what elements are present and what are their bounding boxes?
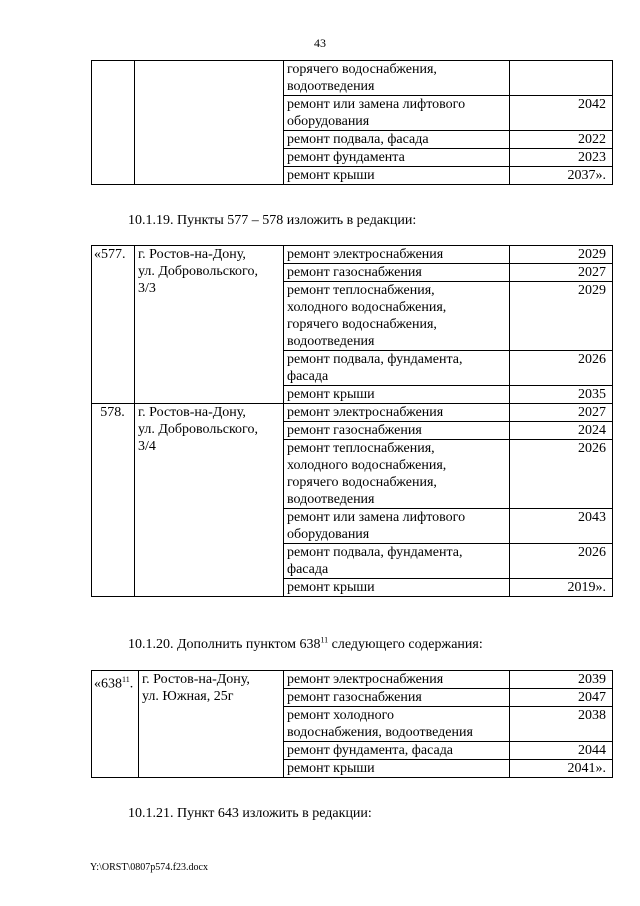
table-items-577-578: [91, 245, 613, 597]
cell-work: [284, 544, 510, 579]
cell-year: [510, 671, 613, 689]
cell-work-text: ремонт электроснабжения: [287, 405, 444, 420]
cell-year-text: 2039: [578, 672, 606, 687]
cell-address-text: г. Ростов-на-Дону, ул. Южная, 25г: [142, 672, 250, 704]
cell-year-text: 2019».: [567, 580, 606, 595]
cell-work-text: ремонт крыши: [287, 168, 375, 183]
cell-item-number: [92, 671, 139, 778]
cell-year: [510, 386, 613, 404]
cell-item-number: [92, 246, 135, 404]
cell-work-text: ремонт теплоснабжения, холодного водоснабжения, горячего водоснабжения, водоотведения: [287, 283, 447, 349]
cell-work: [284, 149, 510, 167]
cell-work-text: ремонт подвала, фундамента, фасада: [287, 352, 463, 384]
cell-year: [510, 544, 613, 579]
paragraph-10-1-21: 10.1.21. Пункт 643 изложить в редакции:: [128, 806, 372, 821]
cell-work-text: ремонт электроснабжения: [287, 247, 444, 262]
cell-work: [284, 246, 510, 264]
cell-year: [510, 404, 613, 422]
cell-address-text: г. Ростов-на-Дону, ул. Добровольского, 3/4: [138, 405, 258, 454]
cell-year: [510, 246, 613, 264]
item-number: «577.: [94, 247, 126, 262]
cell-year: [510, 579, 613, 597]
cell-year-text: 2041».: [567, 761, 606, 776]
cell-year-text: 2026: [578, 352, 606, 367]
cell-work: [284, 167, 510, 185]
cell-year-text: 2024: [578, 423, 606, 438]
cell-year-text: 2037».: [567, 168, 606, 183]
cell-work: [284, 671, 510, 689]
cell-year: [510, 742, 613, 760]
cell-address-empty: [135, 61, 284, 185]
cell-year-text: 2029: [578, 247, 606, 262]
table-item-638-11: [91, 670, 613, 778]
cell-work: [284, 689, 510, 707]
cell-year-text: 2023: [578, 150, 606, 165]
cell-year: [510, 689, 613, 707]
cell-work: [284, 579, 510, 597]
cell-work: [284, 96, 510, 131]
paragraph-10-1-20-text: 10.1.20. Дополнить пунктом 638: [128, 637, 321, 652]
cell-work-text: ремонт газоснабжения: [287, 423, 422, 438]
cell-work-text: ремонт подвала, фундамента, фасада: [287, 545, 463, 577]
cell-address: [135, 404, 284, 597]
cell-work-text: ремонт холодного водоснабжения, водоотведения: [287, 708, 473, 740]
cell-work-text: горячего водоснабжения, водоотведения: [287, 62, 437, 94]
footer-file-path: Y:\ORST\0807p574.f23.docx: [90, 862, 208, 873]
cell-work: [284, 131, 510, 149]
paragraph-10-1-20-sup: 11: [320, 635, 329, 645]
paragraph-10-1-20-rest: следующего содержания:: [328, 637, 483, 652]
cell-year: [510, 440, 613, 509]
cell-address: [139, 671, 284, 778]
cell-work: [284, 264, 510, 282]
cell-address-text: г. Ростов-на-Дону, ул. Добровольского, 3/3: [138, 247, 258, 296]
cell-number-empty: [92, 61, 135, 185]
cell-work-text: ремонт крыши: [287, 580, 375, 595]
cell-work-text: ремонт теплоснабжения, холодного водоснабжения, горячего водоснабжения, водоотведения: [287, 441, 447, 507]
cell-year: [510, 351, 613, 386]
cell-work-text: ремонт фундамента: [287, 150, 405, 165]
cell-year: [510, 707, 613, 742]
cell-item-number: [92, 404, 135, 597]
cell-year: [510, 131, 613, 149]
cell-work-text: ремонт газоснабжения: [287, 265, 422, 280]
cell-year: [510, 149, 613, 167]
cell-work: [284, 282, 510, 351]
cell-work-text: ремонт крыши: [287, 387, 375, 402]
cell-year-text: 2027: [578, 405, 606, 420]
paragraph-10-1-20: [128, 637, 483, 653]
table-row: [92, 404, 613, 422]
item-number-suffix: .: [129, 676, 134, 692]
cell-work: [284, 351, 510, 386]
cell-year-text: 2035: [578, 387, 606, 402]
cell-year-text: 2038: [578, 708, 606, 723]
cell-work: [284, 440, 510, 509]
cell-work-text: ремонт подвала, фасада: [287, 132, 429, 147]
paragraph-10-1-19: 10.1.19. Пункты 577 – 578 изложить в редакции:: [128, 213, 417, 228]
cell-year-text: 2029: [578, 283, 606, 298]
item-number: 578.: [100, 405, 125, 420]
cell-year: [510, 760, 613, 778]
page-number: 43: [314, 36, 326, 50]
cell-year: [510, 96, 613, 131]
cell-year-text: 2022: [578, 132, 606, 147]
cell-year-text: 2027: [578, 265, 606, 280]
cell-work: [284, 760, 510, 778]
cell-year: [510, 167, 613, 185]
cell-work: [284, 386, 510, 404]
table-row: [92, 671, 613, 689]
cell-year-text: 2026: [578, 441, 606, 456]
cell-work: [284, 707, 510, 742]
cell-work-text: ремонт крыши: [287, 761, 375, 776]
cell-work: [284, 404, 510, 422]
cell-address: [135, 246, 284, 404]
cell-work-text: ремонт электроснабжения: [287, 672, 444, 687]
cell-work: [284, 509, 510, 544]
cell-year: [510, 509, 613, 544]
cell-year-text: 2043: [578, 510, 606, 525]
cell-work-text: ремонт или замена лифтового оборудования: [287, 97, 466, 129]
item-number-sup: 11: [122, 675, 130, 684]
cell-year-text: 2042: [578, 97, 606, 112]
table-row: [92, 61, 613, 96]
cell-year-text: 2044: [578, 743, 606, 758]
cell-work-text: ремонт или замена лифтового оборудования: [287, 510, 466, 542]
cell-year-text: 2026: [578, 545, 606, 560]
cell-year: [510, 61, 613, 96]
cell-year: [510, 422, 613, 440]
cell-year: [510, 264, 613, 282]
cell-work-text: ремонт фундамента, фасада: [287, 743, 454, 758]
cell-work-text: ремонт газоснабжения: [287, 690, 422, 705]
cell-work: [284, 422, 510, 440]
cell-year-text: 2047: [578, 690, 606, 705]
item-number: «638: [94, 676, 122, 692]
cell-work: [284, 61, 510, 96]
table-continued: [91, 60, 613, 185]
cell-year: [510, 282, 613, 351]
cell-work: [284, 742, 510, 760]
table-row: [92, 246, 613, 264]
